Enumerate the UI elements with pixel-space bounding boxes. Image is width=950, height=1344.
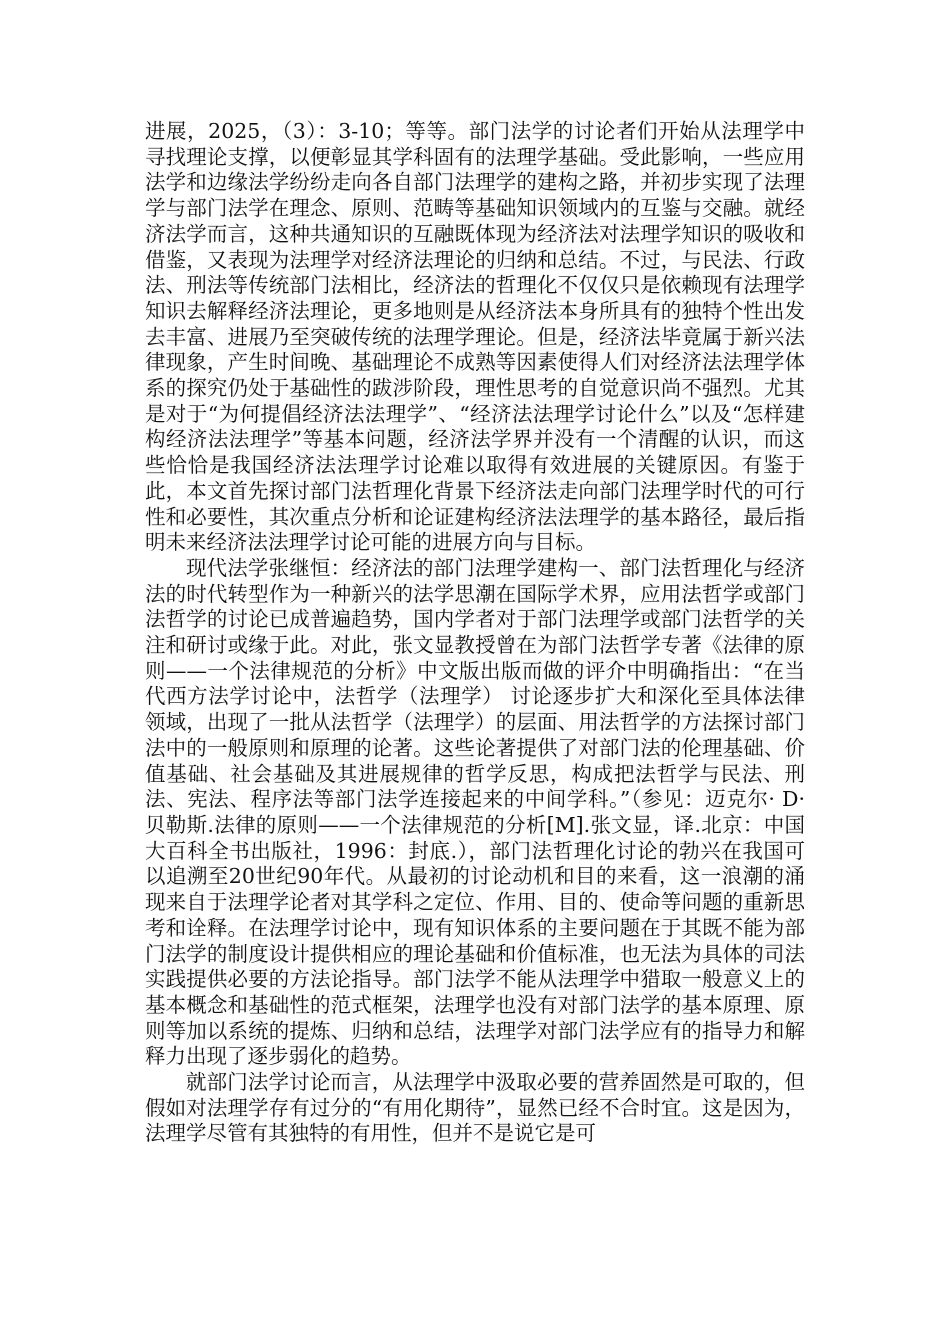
paragraph-section-one: 现代法学张继恒：经济法的部门法理学建构一、部门法哲理化与经济法的时代转型作为一种新兴的法学思潮在国际学术界，应用法哲学或部门法哲学的讨论已成普遍趋势，国内学者对于部门法理学或部门法哲学的关注和研讨或缘于此。对此，张文显教授曾在为部门法哲学专著《法律的原则——一个法律规范的分析》中文版出版而做的评介中明确指出：“在当代西方法学讨论中，法哲学（法理学） 讨论逐步扩大和深化至具体法律领域，出现了一批从法哲学（法理学）的层面、用法哲学的方法探讨部门法中的一般原则和原理的论著。这些论著提供了对部门法的伦理基础、价值基础、社会基础及其进展规律的哲学反思，构成把法哲学与民法、刑法、宪法、程序法等部门法学连接起来的中间学科。”（参见：迈克尔· D·贝勒斯.法律的原则——一个法律规范的分析[M].张文显，译.北京：中国大百科全书出版社，1996：封底.），部门法哲理化讨论的勃兴在我国可以追溯至20世纪90年代。从最初的讨论动机和目的来看，这一浪潮的涌现来自于法理学论者对其学科之定位、作用、目的、使命等问题的重新思考和诠释。在法理学讨论中，现有知识体系的主要问题在于其既不能为部门法学的制度设计提供相应的理论基础和价值标准，也无法为具体的司法实践提供必要的方法论指导。部门法学不能从法理学中猎取一般意义上的基本概念和基础性的范式框架，法理学也没有对部门法学的基本原理、原则等加以系统的提炼、归纳和总结，法理学对部门法学应有的指导力和解释力出现了逐步弱化的趋势。 [145, 555, 805, 1069]
document-body [145, 119, 805, 1147]
paragraph-intro: 进展，2025，（3）：3-10；等等。部门法学的讨论者们开始从法理学中寻找理论支撑，以便彰显其学科固有的法理学基础。受此影响，一些应用法学和边缘法学纷纷走向各自部门法理学的建构之路，并初步实现了法理学与部门法学在理念、原则、范畴等基础知识领域内的互鉴与交融。就经济法学而言，这种共通知识的互融既体现为经济法对法理学知识的吸收和借鉴，又表现为法理学对经济法理论的归纳和总结。不过，与民法、行政法、刑法等传统部门法相比，经济法的哲理化不仅仅只是依赖现有法理学知识去解释经济法理论，更多地则是从经济法本身所具有的独特个性出发去丰富、进展乃至突破传统的法理学理论。但是，经济法毕竟属于新兴法律现象，产生时间晚、基础理论不成熟等因素使得人们对经济法法理学体系的探究仍处于基础性的跋涉阶段，理性思考的自觉意识尚不强烈。尤其是对于“为何提倡经济法法理学”、“经济法法理学讨论什么”以及“怎样建构经济法法理学”等基本问题，经济法学界并没有一个清醒的认识，而这些恰恰是我国经济法法理学讨论难以取得有效进展的关键原因。有鉴于此，本文首先探讨部门法哲理化背景下经济法走向部门法理学时代的可行性和必要性，其次重点分析和论证建构经济法法理学的基本路径，最后指明未来经济法法理学讨论可能的进展方向与目标。 [145, 119, 805, 555]
paragraph-continuation: 就部门法学讨论而言，从法理学中汲取必要的营养固然是可取的，但假如对法理学存有过分的“有用化期待”，显然已经不合时宜。这是因为，法理学尽管有其独特的有用性，但并不是说它是可 [145, 1070, 805, 1146]
